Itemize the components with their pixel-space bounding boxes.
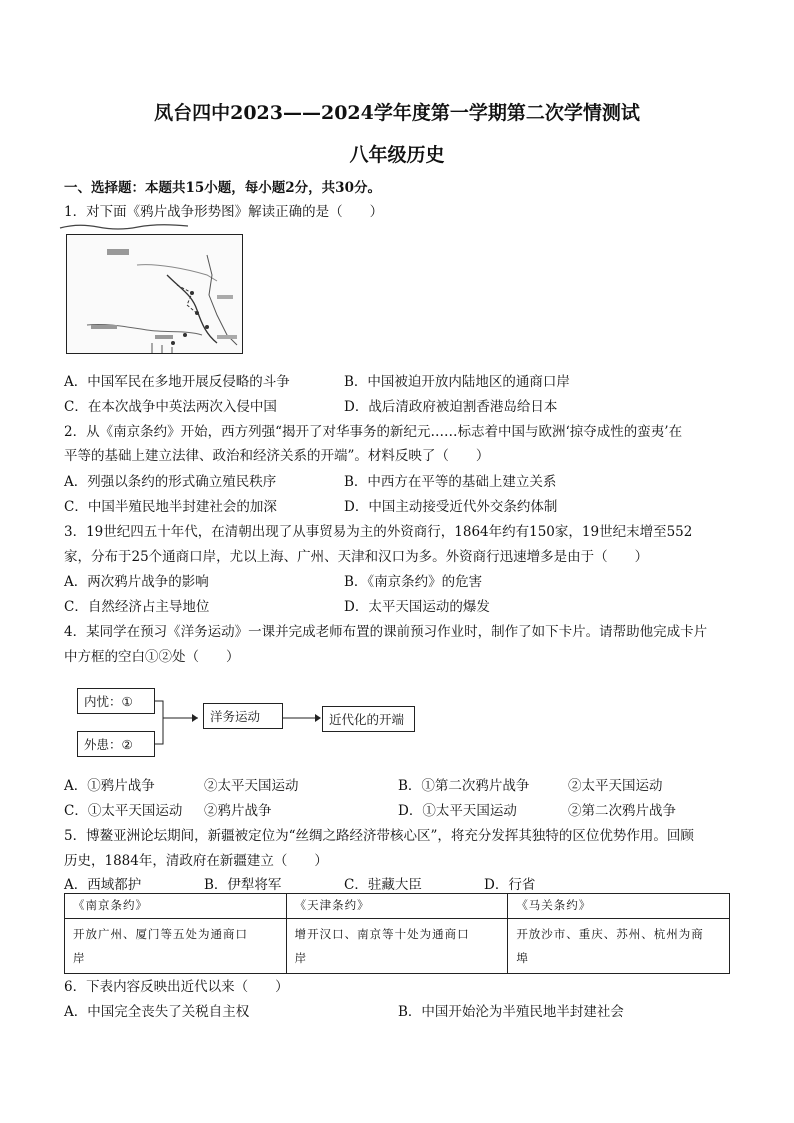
section-heading: 一、选择题：本题共15小题，每小题2分，共30分。: [64, 180, 381, 196]
q4-stem-line2: 中方框的空白①②处（ ）: [64, 649, 240, 665]
q4-stem-line1: 4．某同学在预习《洋务运动》一课并完成老师布置的课前预习作业时，制作了如下卡片。请帮助他完成卡片: [64, 624, 708, 640]
q4-option-d2: ②第二次鸦片战争: [568, 803, 676, 819]
q5-option-b: B．伊犁将军: [204, 877, 282, 893]
q4-option-a1: A．①鸦片战争: [64, 778, 155, 794]
exam-title: 凤台四中2023——2024学年度第一学期第二次学情测试: [154, 102, 640, 124]
table-header-cell: 《马关条约》: [508, 894, 730, 919]
q2-option-b: B．中西方在平等的基础上建立关系: [344, 474, 557, 490]
q1-option-d: D．战后清政府被迫割香港岛给日本: [344, 399, 558, 415]
q4-option-c1: C．①太平天国运动: [64, 803, 183, 819]
table-cell: [65, 919, 287, 974]
q2-option-a: A．列强以条约的形式确立殖民秩序: [64, 474, 277, 490]
q2-stem-line2: 平等的基础上建立法律、政治和经济关系的开端”。材料反映了（ ）: [64, 448, 490, 464]
cell-line: 增开汉口、南京等十处为通商口: [294, 927, 470, 941]
table-header-cell: 《天津条约》: [286, 894, 508, 919]
q4-option-b2: ②太平天国运动: [568, 778, 663, 794]
q3-option-d: D．太平天国运动的爆发: [344, 599, 490, 615]
q2-option-c: C．中国半殖民地半封建社会的加深: [64, 499, 277, 515]
q1-option-b: B．中国被迫开放内陆地区的通商口岸: [344, 374, 570, 390]
q4-option-a2: ②太平天国运动: [204, 778, 299, 794]
diagram-connectors: [150, 690, 330, 760]
q4-option-d1: D．①太平天国运动: [398, 803, 517, 819]
q4-option-c2: ②鸦片战争: [204, 803, 272, 819]
map-image: [67, 235, 242, 353]
table-header-cell: 《南京条约》: [65, 894, 287, 919]
q6-option-a: A．中国完全丧失了关税自主权: [64, 1004, 250, 1020]
q5-stem-line1: 5．博鳌亚洲论坛期间，新疆被定位为“丝绸之路经济带核心区”，将充分发挥其独特的区位优势作用。回顾: [64, 828, 694, 844]
diagram-result-box: 近代化的开端: [322, 706, 415, 732]
diagram-internal-box: 内忧：①: [77, 688, 155, 714]
q5-option-d: D．行省: [484, 877, 536, 893]
cell-line: 埠: [516, 951, 529, 965]
q5-option-a: A．西域都护: [64, 877, 142, 893]
q6-option-b: B．中国开始沦为半殖民地半封建社会: [398, 1004, 624, 1020]
opium-war-map: [66, 234, 243, 354]
q2-option-d: D．中国主动接受近代外交条约体制: [344, 499, 558, 515]
cell-line: 开放沙市、重庆、苏州、杭州为商: [516, 927, 704, 941]
table-header-row: [65, 894, 730, 919]
q3-stem-line2: 家，分布于25个通商口岸，尤以上海、广州、天津和汉口为多。外资商行迅速增多是由于（ ）: [64, 549, 649, 565]
q1-option-c: C．在本次战争中英法两次入侵中国: [64, 399, 277, 415]
q2-stem-line1: 2．从《南京条约》开始，西方列强“揭开了对华事务的新纪元……标志着中国与欧洲‘掠夺成性的蛮夷’在: [64, 424, 683, 440]
exam-subtitle: 八年级历史: [349, 144, 445, 166]
table-row: [65, 919, 730, 974]
cell-line: 开放广州、厦门等五处为通商口: [73, 927, 248, 941]
q4-option-b1: B．①第二次鸦片战争: [398, 778, 530, 794]
q3-option-b: B．《南京条约》的危害: [344, 574, 483, 590]
diagram-center-box: 洋务运动: [203, 703, 283, 729]
q3-option-a: A．两次鸦片战争的影响: [64, 574, 209, 590]
q3-option-c: C．自然经济占主导地位: [64, 599, 210, 615]
diagram-external-box: 外患：②: [77, 731, 155, 757]
cell-line: 岸: [73, 951, 86, 965]
cell-line: 岸: [294, 951, 308, 965]
q3-stem-line1: 3．19世纪四五十年代，在清朝出现了从事贸易为主的外资商行，1864年约有150家，19世纪末增至552: [64, 524, 693, 540]
treaty-table: [64, 893, 730, 974]
map-caption-fragment: [58, 222, 193, 232]
q5-option-c: C．驻藏大臣: [344, 877, 422, 893]
table-cell: [508, 919, 730, 974]
q5-stem-line2: 历史，1884年，清政府在新疆建立（ ）: [64, 853, 328, 869]
q1-option-a: A．中国军民在多地开展反侵略的斗争: [64, 374, 290, 390]
q1-stem: 1．对下面《鸦片战争形势图》解读正确的是（ ）: [64, 204, 384, 220]
table-cell: [286, 919, 508, 974]
q6-stem: 6．下表内容反映出近代以来（ ）: [64, 979, 289, 995]
